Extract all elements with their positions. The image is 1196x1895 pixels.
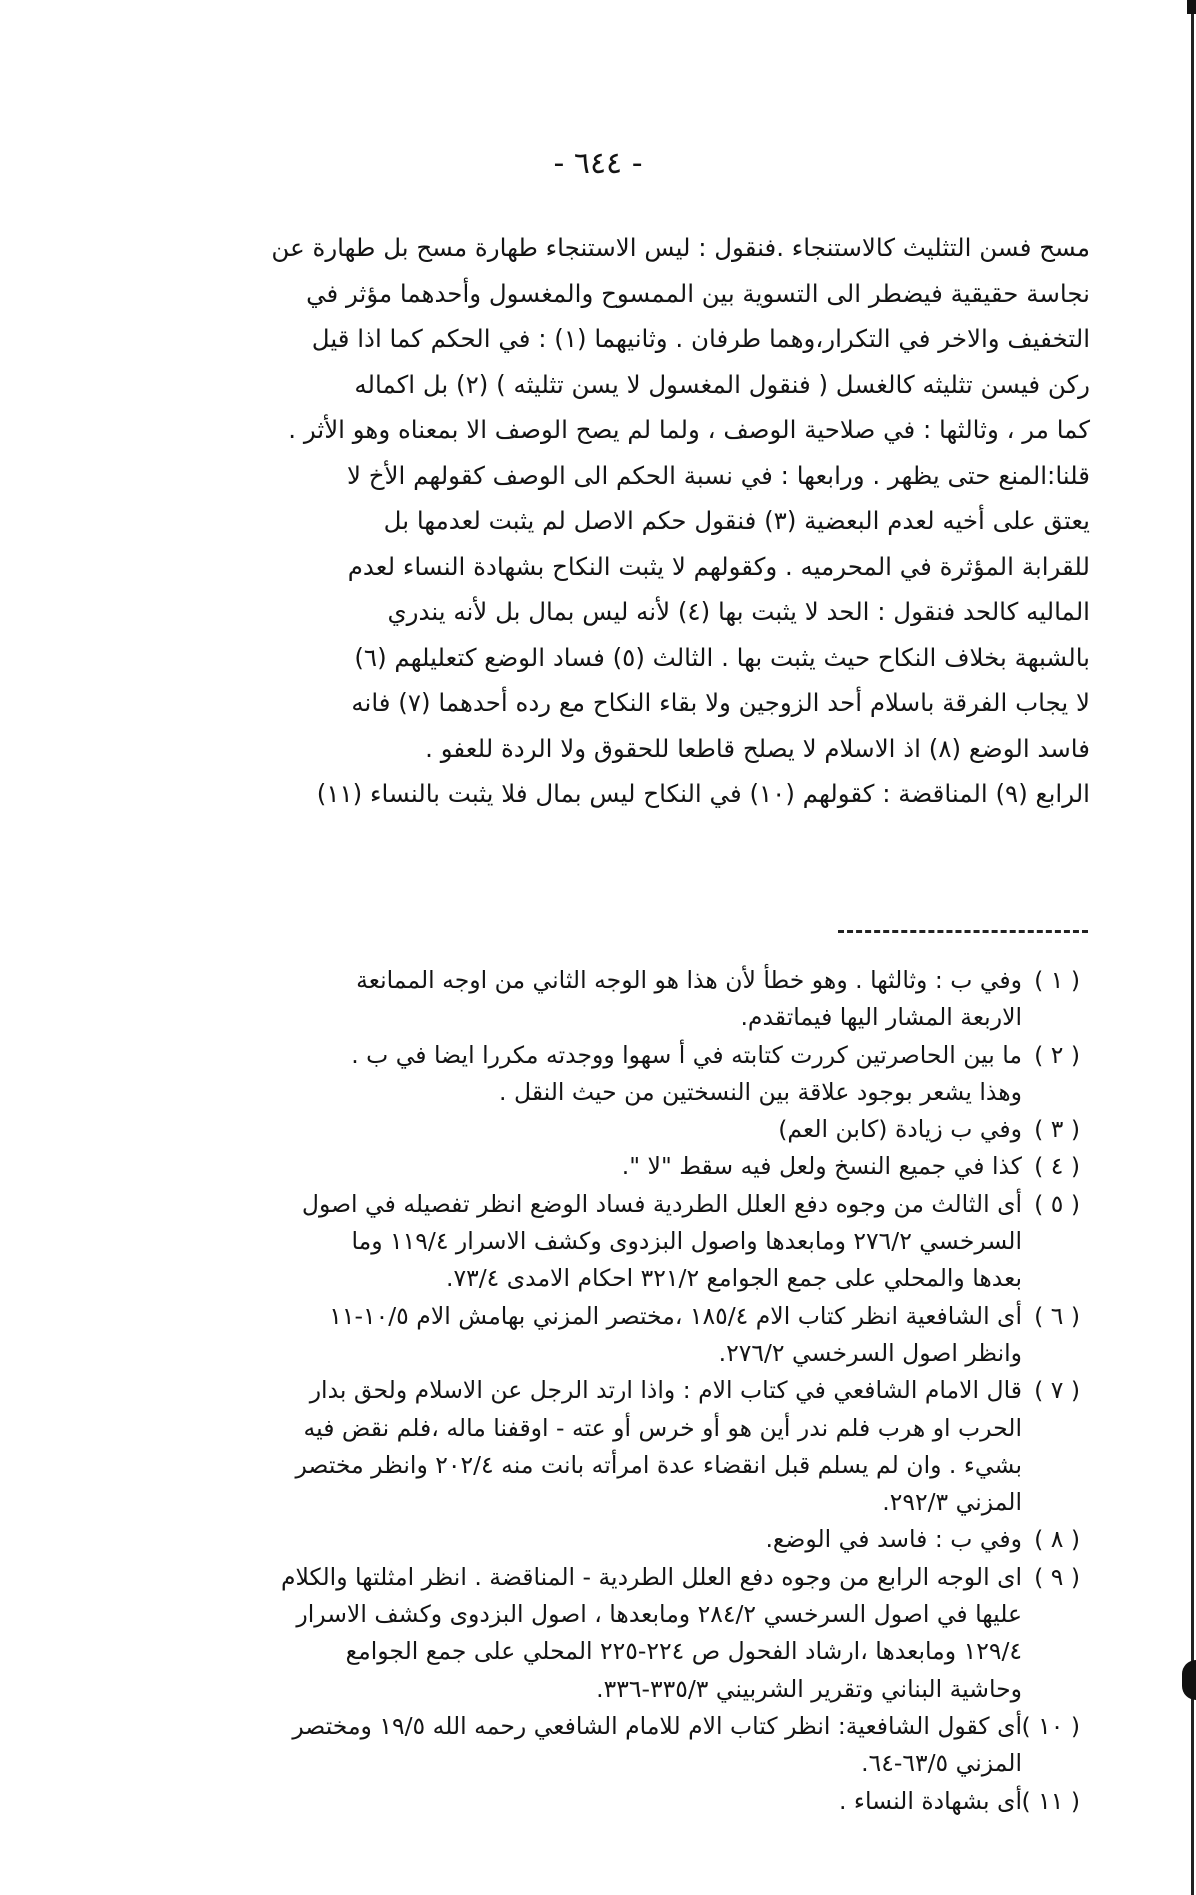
footnote-number: ( ٩ ) xyxy=(1034,1562,1080,1591)
footnote-line: كذا في جميع النسخ ولعل فيه سقط "لا ". xyxy=(621,1152,1022,1181)
footnote-line: بعدها والمحلي على جمع الجوامع ٣٢١/٢ احكام الامدى ٧٣/٤. xyxy=(445,1264,1022,1293)
main-text-line: التخفيف والاخر في التكرار،وهما طرفان . وثانيهما (١) : في الحكم كما اذا قيل xyxy=(311,324,1090,353)
main-text-line: نجاسة حقيقية فيضطر الى التسوية بين الممسوح والمغسول وأحدهما مؤثر في xyxy=(306,278,1090,308)
footnote-line: المزني ٦٣/٥-٦٤. xyxy=(861,1749,1022,1778)
footnote xyxy=(120,1708,1080,1783)
footnote-number: ( ٧ ) xyxy=(1034,1376,1080,1405)
footnote-line: أى بشهادة النساء . xyxy=(838,1786,1022,1815)
footnote-line: ما بين الحاصرتين كررت كتابته في أ سهوا ووجدته مكررا ايضا في ب . xyxy=(351,1040,1022,1069)
main-text-line: للقرابة المؤثرة في المحرميه . وكقولهم لا يثبت النكاح بشهادة النساء لعدم xyxy=(347,551,1090,581)
footnote-line: الحرب او هرب فلم ندر أين هو أو خرس أو عته - اوقفنا ماله ،فلم نقض فيه xyxy=(303,1413,1022,1442)
main-text-line: فاسد الوضع (٨) اذ الاسلام لا يصلح قاطعا للحقوق ولا الردة للعفو . xyxy=(425,733,1090,763)
footnote-number: ( ١٠ ) xyxy=(1021,1711,1080,1740)
main-text-line: الماليه كالحد فنقول : الحد لا يثبت بها (٤) لأنه ليس بمال بل لأنه يندري xyxy=(387,597,1090,626)
main-text-line: بالشبهة بخلاف النكاح حيث يثبت بها . الثالث (٥) فساد الوضع كتعليلهم (٦) xyxy=(354,642,1090,672)
footnote-line: وحاشية البناني وتقرير الشربيني ٣٣٥/٣-٣٣٦. xyxy=(596,1674,1022,1703)
footnote-number: ( ١ ) xyxy=(1034,966,1080,994)
footnote xyxy=(120,1559,1080,1708)
footnote xyxy=(120,1372,1080,1521)
footnote-line: وفي ب زيادة (كابن العم) xyxy=(778,1115,1022,1144)
footnotes xyxy=(120,962,1080,1820)
footnote-separator xyxy=(838,930,1088,933)
footnote xyxy=(120,1186,1080,1298)
footnote-number: ( ٤ ) xyxy=(1034,1152,1080,1181)
footnote xyxy=(120,1111,1080,1148)
footnote-line: السرخسي ٢٧٦/٢ ومابعدها واصول البزدوى وكشف الاسرار ١١٩/٤ وما xyxy=(351,1227,1022,1256)
main-text-line: الرابع (٩) المناقضة : كقولهم (١٠) في النكاح ليس بمال فلا يثبت بالنساء (١١) xyxy=(316,779,1090,808)
footnote-line: ١٢٩/٤ ومابعدها ،ارشاد الفحول ص ٢٢٤-٢٢٥ المحلي على جمع الجوامع xyxy=(345,1637,1022,1666)
footnote xyxy=(120,1037,1080,1112)
footnote-line: وفي ب : وثالثها . وهو خطأ لأن هذا هو الوجه الثاني من اوجه الممانعة xyxy=(356,966,1022,994)
footnote xyxy=(120,1783,1080,1820)
main-text-line: مسح فسن التثليث كالاستنجاء .فنقول : ليس الاستنجاء طهارة مسح بل طهارة عن xyxy=(271,233,1090,262)
page-number: - ٦٤٤ - xyxy=(553,146,643,181)
scan-edge-line xyxy=(1191,0,1194,1895)
footnote-line: الاربعة المشار اليها فيماتقدم. xyxy=(740,1003,1022,1032)
footnote-line: أى الثالث من وجوه دفع العلل الطردية فساد الوضع انظر تفصيله في اصول xyxy=(301,1189,1022,1218)
footnote-line: وهذا يشعر بوجود علاقة بين النسختين من حيث النقل . xyxy=(499,1077,1022,1106)
main-text-line: يعتق على أخيه لعدم البعضية (٣) فنقول حكم الاصل لم يثبت لعدمها بل xyxy=(383,506,1090,535)
footnote-number: ( ٨ ) xyxy=(1034,1525,1080,1554)
main-text-line: لا يجاب الفرقة باسلام أحد الزوجين ولا بقاء النكاح مع رده أحدهما (٧) فانه xyxy=(351,688,1090,717)
footnote-line: أى الشافعية انظر كتاب الام ١٨٥/٤ ،مختصر المزني بهامش الام ١٠/٥-١١ xyxy=(329,1301,1022,1330)
footnote xyxy=(120,962,1080,1037)
footnote-line: المزني ٢٩٢/٣. xyxy=(882,1488,1022,1517)
footnote-line: بشيء . وان لم يسلم قبل انقضاء عدة امرأته بانت منه ٢٠٢/٤ وانظر مختصر xyxy=(295,1450,1022,1479)
footnote-line: قال الامام الشافعي في كتاب الام : واذا ارتد الرجل عن الاسلام ولحق بدار xyxy=(309,1376,1022,1405)
footnote-line: وفي ب : فاسد في الوضع. xyxy=(765,1525,1022,1554)
footnote xyxy=(120,1298,1080,1373)
main-text-line: كما مر ، وثالثها : في صلاحية الوصف ، ولما لم يصح الوصف الا بمعناه وهو الأثر . xyxy=(288,415,1090,444)
main-text-line: ركن فيسن تثليثه كالغسل ( فنقول المغسول لا يسن تثليثه ) (٢) بل اكماله xyxy=(354,369,1090,399)
ink-blot xyxy=(1182,1660,1196,1700)
footnote-number: ( ٦ ) xyxy=(1034,1301,1080,1330)
main-text xyxy=(185,225,1090,817)
footnote-line: وانظر اصول السرخسي ٢٧٦/٢. xyxy=(718,1338,1022,1367)
footnote-line: أى كقول الشافعية: انظر كتاب الام للامام الشافعي رحمه الله ١٩/٥ ومختصر xyxy=(292,1711,1022,1740)
footnote-number: ( ١١ ) xyxy=(1021,1786,1080,1815)
footnote-line: اى الوجه الرابع من وجوه دفع العلل الطردية - المناقضة . انظر امثلتها والكلام xyxy=(280,1562,1022,1591)
footnote-number: ( ٣ ) xyxy=(1034,1115,1080,1144)
footnote-number: ( ٥ ) xyxy=(1034,1189,1080,1218)
footnote xyxy=(120,1148,1080,1185)
main-text-line: قلنا:المنع حتى يظهر . ورابعها : في نسبة الحكم الى الوصف كقولهم الأخ لا xyxy=(346,460,1090,490)
scan-edge-mark xyxy=(1187,0,1196,14)
footnote-line: عليها في اصول السرخسي ٢٨٤/٢ ومابعدها ، اصول البزدوى وكشف الاسرار xyxy=(296,1600,1022,1629)
footnote-number: ( ٢ ) xyxy=(1034,1040,1080,1069)
footnote xyxy=(120,1521,1080,1558)
